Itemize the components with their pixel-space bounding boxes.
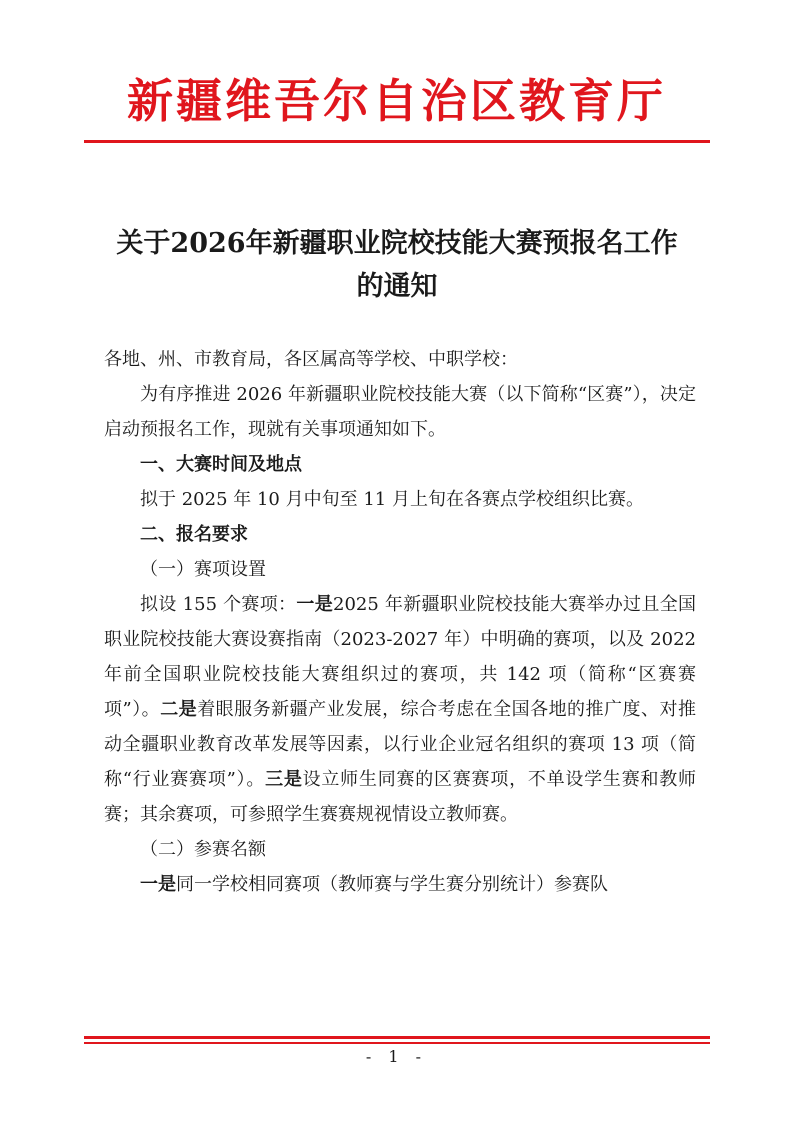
page-number: - 1 - (365, 1047, 428, 1066)
sub2-text-a: 同一学校相同赛项（教师赛与学生赛分别统计）参赛队 (176, 874, 608, 895)
section-1-heading: 一、大赛时间及地点 (140, 454, 302, 475)
document-body (104, 342, 696, 902)
sub1-text-a: 拟设 155 个赛项： (140, 594, 297, 615)
intro-paragraph: 为有序推进 2026 年新疆职业院校技能大赛（以下简称“区赛”），决定启动预报名工作，现就有关事项通知如下。 (104, 384, 696, 440)
sub1-emphasis-2: 二是 (160, 699, 198, 720)
sub1-text-b: 2025 年新疆职业院校技能大赛举办过且全国职业院校技能大赛设赛指南（2023-2027 年）中明确的赛项，以及 2022 年前全国职业院校技能大赛组织过的赛项，共 142 项（简称“区赛赛项”）。 (104, 594, 697, 720)
sub1-text-c: 着眼服务新疆产业发展，综合考虑在全国各地的推广度、对推动全疆职业教育改革发展等因素，以行业企业冠名组织的赛项 13 项（简称“行业赛赛项”）。 (104, 699, 697, 790)
subsection-1-heading: （一）赛项设置 (140, 559, 266, 580)
title-line-1: 关于2026年新疆职业院校技能大赛预报名工作 (116, 228, 678, 259)
subsection-2-paragraph (104, 867, 696, 902)
sub1-emphasis-1: 一是 (296, 594, 334, 615)
section-2-heading: 二、报名要求 (140, 524, 248, 545)
sub1-text-d: 设立师生同赛的区赛赛项，不单设学生赛和教师赛；其余赛项，可参照学生赛赛规视情设立教师赛。 (104, 769, 697, 825)
document-title (92, 222, 702, 308)
footer-red-rule-thick (84, 1036, 710, 1039)
salutation: 各地、州、市教育局，各区属高等学校、中职学校： (104, 349, 518, 370)
sub1-emphasis-3: 三是 (265, 769, 303, 790)
subsection-2-heading: （二）参赛名额 (140, 839, 266, 860)
footer-red-rule-thin (84, 1042, 710, 1044)
section-1-text: 拟于 2025 年 10 月中旬至 11 月上旬在各赛点学校组织比赛。 (140, 489, 644, 510)
sub2-emphasis-1: 一是 (140, 874, 176, 895)
subsection-1-paragraph (104, 587, 696, 832)
issuing-authority-header: 新疆维吾尔自治区教育厅 (127, 74, 666, 128)
title-line-2: 的通知 (356, 271, 438, 302)
header-red-rule (84, 140, 710, 143)
